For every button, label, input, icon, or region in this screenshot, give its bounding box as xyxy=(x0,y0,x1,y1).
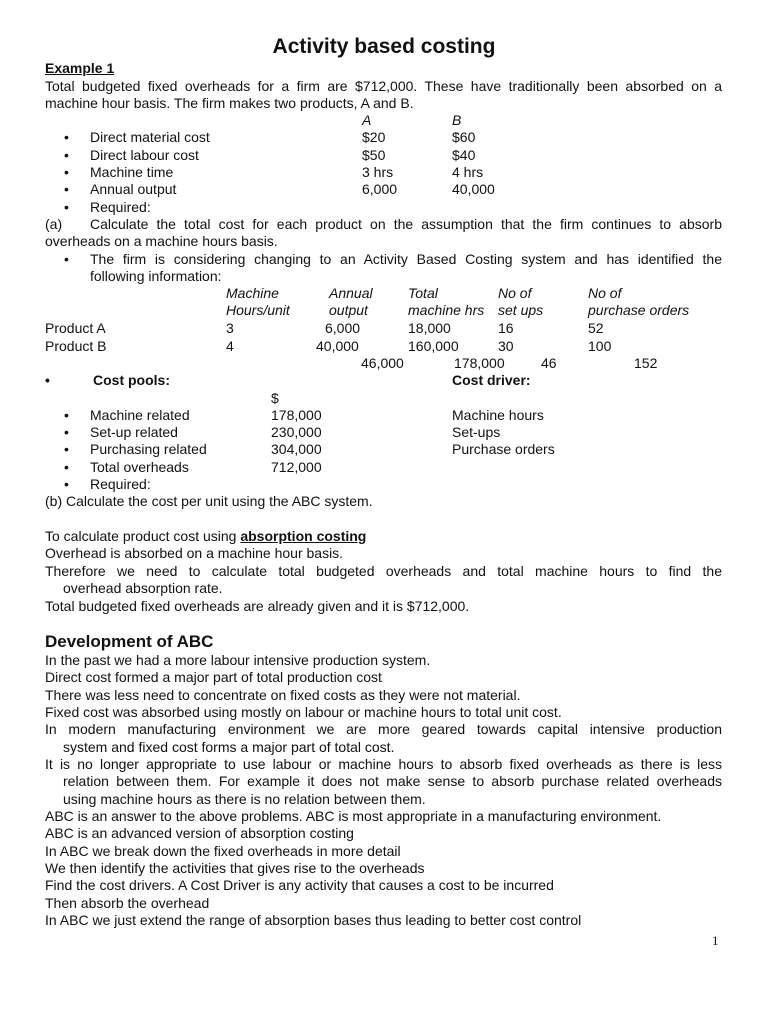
pool-driver: Machine hours xyxy=(452,407,544,423)
column-header: set ups xyxy=(498,302,544,318)
table-cell: 52 xyxy=(588,320,604,336)
development-line: We then identify the activities that gives rise to the overheads xyxy=(45,860,425,876)
cost-pools-heading: Cost pools: xyxy=(93,372,170,388)
pool-label: Machine related xyxy=(90,407,190,423)
value-a: 6,000 xyxy=(362,181,398,197)
bullet: • xyxy=(45,372,50,388)
bullet: • xyxy=(64,164,69,180)
pool-amount: 304,000 xyxy=(271,441,322,457)
development-heading: Development of ABC xyxy=(45,632,214,651)
bullet: • xyxy=(64,424,69,440)
table-cell: 3 xyxy=(226,320,234,336)
column-header: No of xyxy=(588,285,622,301)
development-line: ABC is an advanced version of absorption costing xyxy=(45,825,354,841)
column-header-a: A xyxy=(362,112,372,128)
bullet: • xyxy=(64,476,69,492)
development-line: Find the cost drivers. A Cost Driver is any activity that causes a cost to be incurred xyxy=(45,877,554,893)
column-header: No of xyxy=(498,285,532,301)
currency-symbol: $ xyxy=(271,390,279,406)
part-a-line-1: Calculate the total cost for each product on the assumption that the firm continues to absorb xyxy=(90,216,722,232)
value-b: $60 xyxy=(452,129,476,145)
development-line: relation between them. For example it does not make sense to absorb purchase related overheads xyxy=(63,773,722,789)
table-cell: 40,000 xyxy=(316,338,359,354)
value-a: $50 xyxy=(362,147,386,163)
absorption-lead xyxy=(45,528,366,545)
absorption-line-3: Total budgeted fixed overheads are already given and it is $712,000. xyxy=(45,598,470,614)
absorption-lead-text: To calculate product cost using xyxy=(45,528,241,544)
table-cell: 100 xyxy=(588,338,612,354)
pool-label: Required: xyxy=(90,476,151,492)
table-total: 152 xyxy=(634,355,658,371)
row-label: Machine time xyxy=(90,164,174,180)
absorption-line-2b: overhead absorption rate. xyxy=(63,580,223,596)
column-header: output xyxy=(329,302,368,318)
development-line: ABC is an answer to the above problems. ABC is most appropriate in a manufacturing environment. xyxy=(45,808,662,824)
pool-label: Purchasing related xyxy=(90,441,207,457)
table-total: 46,000 xyxy=(361,355,404,371)
table-total: 46 xyxy=(541,355,557,371)
example-heading: Example 1 xyxy=(45,60,115,76)
development-line: In modern manufacturing environment we are more geared towards capital intensive production xyxy=(45,721,722,737)
bullet: • xyxy=(64,459,69,475)
bullet: • xyxy=(64,441,69,457)
column-header: Hours/unit xyxy=(226,302,290,318)
part-a-label: (a) xyxy=(45,216,63,232)
table-cell: 4 xyxy=(226,338,234,354)
column-header: machine hrs xyxy=(408,302,485,318)
page-number: 1 xyxy=(712,933,719,948)
pool-label: Set-up related xyxy=(90,424,178,440)
row-label: Annual output xyxy=(90,181,177,197)
table-cell: 16 xyxy=(498,320,514,336)
bullet: • xyxy=(64,407,69,423)
development-line: In the past we had a more labour intensive production system. xyxy=(45,652,431,668)
development-line: There was less need to concentrate on fixed costs as they were not material. xyxy=(45,687,521,703)
column-header: Machine xyxy=(226,285,279,301)
bullet: • xyxy=(64,147,69,163)
column-header-b: B xyxy=(452,112,462,128)
absorption-line-2a: Therefore we need to calculate total budgeted overheads and total machine hours to find the xyxy=(45,563,722,579)
abc-intro-line-1: The firm is considering changing to an Activity Based Costing system and has identified the xyxy=(90,251,722,267)
intro-line-1: Total budgeted fixed overheads for a firm are $712,000. These have traditionally been absorbed on a xyxy=(45,78,722,94)
development-line: using machine hours as there is no relation between them. xyxy=(63,791,426,807)
column-header: Annual xyxy=(329,285,373,301)
column-header: Total xyxy=(408,285,438,301)
part-a-line-2: overheads on a machine hours basis. xyxy=(45,233,278,249)
value-a: 3 hrs xyxy=(362,164,394,180)
development-line: system and fixed cost forms a major part of total cost. xyxy=(63,739,395,755)
pool-driver: Purchase orders xyxy=(452,441,555,457)
absorption-costing-term: absorption costing xyxy=(240,528,367,544)
bullet: • xyxy=(64,199,69,215)
value-b: 40,000 xyxy=(452,181,495,197)
development-line: It is no longer appropriate to use labour or machine hours to absorb fixed overheads as there is less xyxy=(45,756,722,772)
intro-line-2: machine hour basis. The firm makes two products, A and B. xyxy=(45,95,414,111)
value-b: 4 hrs xyxy=(452,164,484,180)
bullet: • xyxy=(64,251,69,267)
pool-driver: Set-ups xyxy=(452,424,501,440)
row-label: Direct labour cost xyxy=(90,147,199,163)
development-line: Then absorb the overhead xyxy=(45,895,210,911)
table-cell: 30 xyxy=(498,338,514,354)
bullet: • xyxy=(64,181,69,197)
table-row-label: Product A xyxy=(45,320,106,336)
value-b: $40 xyxy=(452,147,476,163)
table-row-label: Product B xyxy=(45,338,107,354)
pool-amount: 230,000 xyxy=(271,424,322,440)
development-line: In ABC we break down the fixed overheads in more detail xyxy=(45,843,401,859)
part-b-line: (b) Calculate the cost per unit using the ABC system. xyxy=(45,493,373,509)
table-cell: 6,000 xyxy=(325,320,361,336)
table-cell: 18,000 xyxy=(408,320,451,336)
page-title: Activity based costing xyxy=(272,35,496,58)
cost-driver-heading: Cost driver: xyxy=(452,372,531,388)
row-label: Required: xyxy=(90,199,151,215)
table-total: 178,000 xyxy=(454,355,505,371)
bullet: • xyxy=(64,129,69,145)
row-label: Direct material cost xyxy=(90,129,210,145)
abc-intro-line-2: following information: xyxy=(90,268,222,284)
column-header: purchase orders xyxy=(588,302,690,318)
pool-amount: 178,000 xyxy=(271,407,322,423)
pool-label: Total overheads xyxy=(90,459,189,475)
development-line: In ABC we just extend the range of absorption bases thus leading to better cost control xyxy=(45,912,582,928)
development-line: Direct cost formed a major part of total production cost xyxy=(45,669,382,685)
pool-amount: 712,000 xyxy=(271,459,322,475)
value-a: $20 xyxy=(362,129,386,145)
table-cell: 160,000 xyxy=(408,338,459,354)
absorption-line-1: Overhead is absorbed on a machine hour basis. xyxy=(45,545,344,561)
development-line: Fixed cost was absorbed using mostly on labour or machine hours to total unit cost. xyxy=(45,704,562,720)
